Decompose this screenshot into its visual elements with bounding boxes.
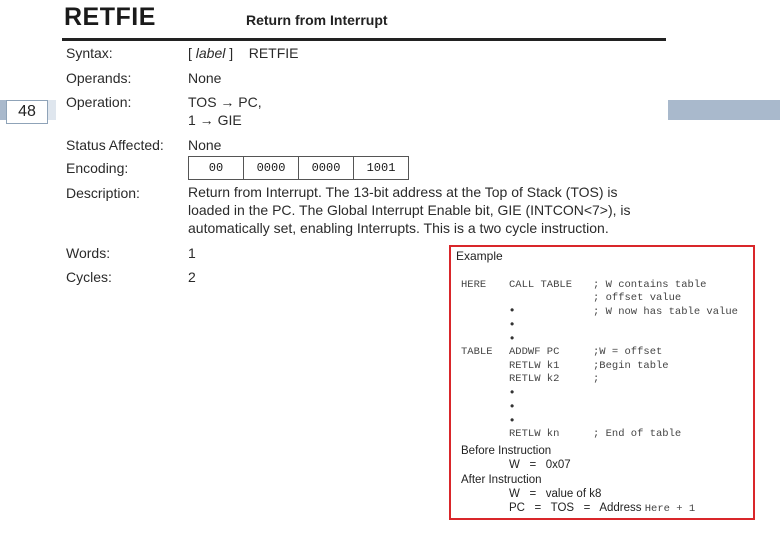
operands-label: Operands:: [66, 70, 132, 86]
code-instruction: ADDWF PC: [509, 346, 560, 358]
operation-line-1: TOS → PC,: [188, 94, 262, 110]
after-instruction-value-w: W = value of k8: [509, 488, 602, 500]
encoding-table: [188, 156, 409, 180]
code-comment: ;: [593, 373, 600, 385]
code-comment: ; End of table: [593, 428, 682, 440]
title-rule: [62, 38, 666, 41]
description-line: automatically set, enabling Interrupts. This is a two cycle instruction.: [188, 220, 609, 236]
description-text: [188, 183, 648, 237]
code-instruction: RETLW k2: [509, 373, 560, 385]
words-label: Words:: [66, 245, 111, 261]
code-comment: ; offset value: [593, 292, 682, 304]
code-instruction: RETLW k1: [509, 360, 560, 372]
code-ellipsis-dot: •: [510, 303, 515, 317]
encoding-cell: 0000: [299, 157, 354, 179]
code-ellipsis-dot: •: [510, 413, 515, 427]
code-ellipsis-dot: •: [510, 331, 515, 345]
code-label: TABLE: [461, 346, 493, 358]
example-title: Example: [456, 249, 503, 263]
code-comment: ;W = offset: [593, 346, 663, 358]
encoding-cell: 0000: [244, 157, 299, 179]
code-comment: ; W now has table value: [593, 306, 738, 318]
operands-value: None: [188, 70, 222, 86]
instruction-title: RETFIE: [64, 3, 156, 31]
code-comment: ; W contains table: [593, 279, 707, 291]
encoding-cell: 1001: [366, 161, 396, 175]
code-ellipsis-dot: •: [510, 317, 515, 331]
after-instruction-label: After Instruction: [461, 474, 542, 486]
code-comment: ;Begin table: [593, 360, 669, 372]
encoding-cell: 00: [189, 157, 244, 179]
status-value: None: [188, 137, 222, 153]
before-instruction-label: Before Instruction: [461, 445, 552, 457]
syntax-value: [188, 45, 299, 61]
cycles-label: Cycles:: [66, 269, 112, 285]
cycles-value: 2: [188, 269, 196, 285]
syntax-label: Syntax:: [66, 45, 113, 61]
operation-line-2: 1 → GIE: [188, 112, 242, 128]
encoding-label: Encoding:: [66, 160, 129, 176]
after-pc-label: Here + 1: [644, 503, 696, 515]
syntax-mnemonic: ] RETFIE: [225, 45, 299, 61]
syntax-label-text: label: [195, 45, 226, 61]
words-value: 1: [188, 245, 196, 261]
code-instruction: CALL TABLE: [509, 279, 573, 291]
code-label: HERE: [461, 279, 487, 291]
code-instruction: RETLW kn: [509, 428, 560, 440]
operation-label: Operation:: [66, 94, 132, 110]
slide-number: 48: [6, 100, 48, 124]
slide-band-right: [668, 100, 780, 120]
description-line: Return from Interrupt. The 13-bit address at the Top of Stack (TOS) is: [188, 184, 618, 200]
after-instruction-value-pc: [509, 502, 695, 515]
before-instruction-value: W = 0x07: [509, 459, 571, 471]
instruction-subtitle: Return from Interrupt: [246, 12, 388, 28]
description-label: Description:: [66, 185, 140, 201]
code-ellipsis-dot: •: [510, 399, 515, 413]
syntax-bracket-open: [: [188, 45, 196, 61]
code-ellipsis-dot: •: [510, 385, 515, 399]
description-line: loaded in the PC. The Global Interrupt Enable bit, GIE (INTCON<7>), is: [188, 202, 631, 218]
after-pc-text: PC = TOS = Address: [509, 502, 645, 514]
status-label: Status Affected:: [66, 137, 164, 153]
